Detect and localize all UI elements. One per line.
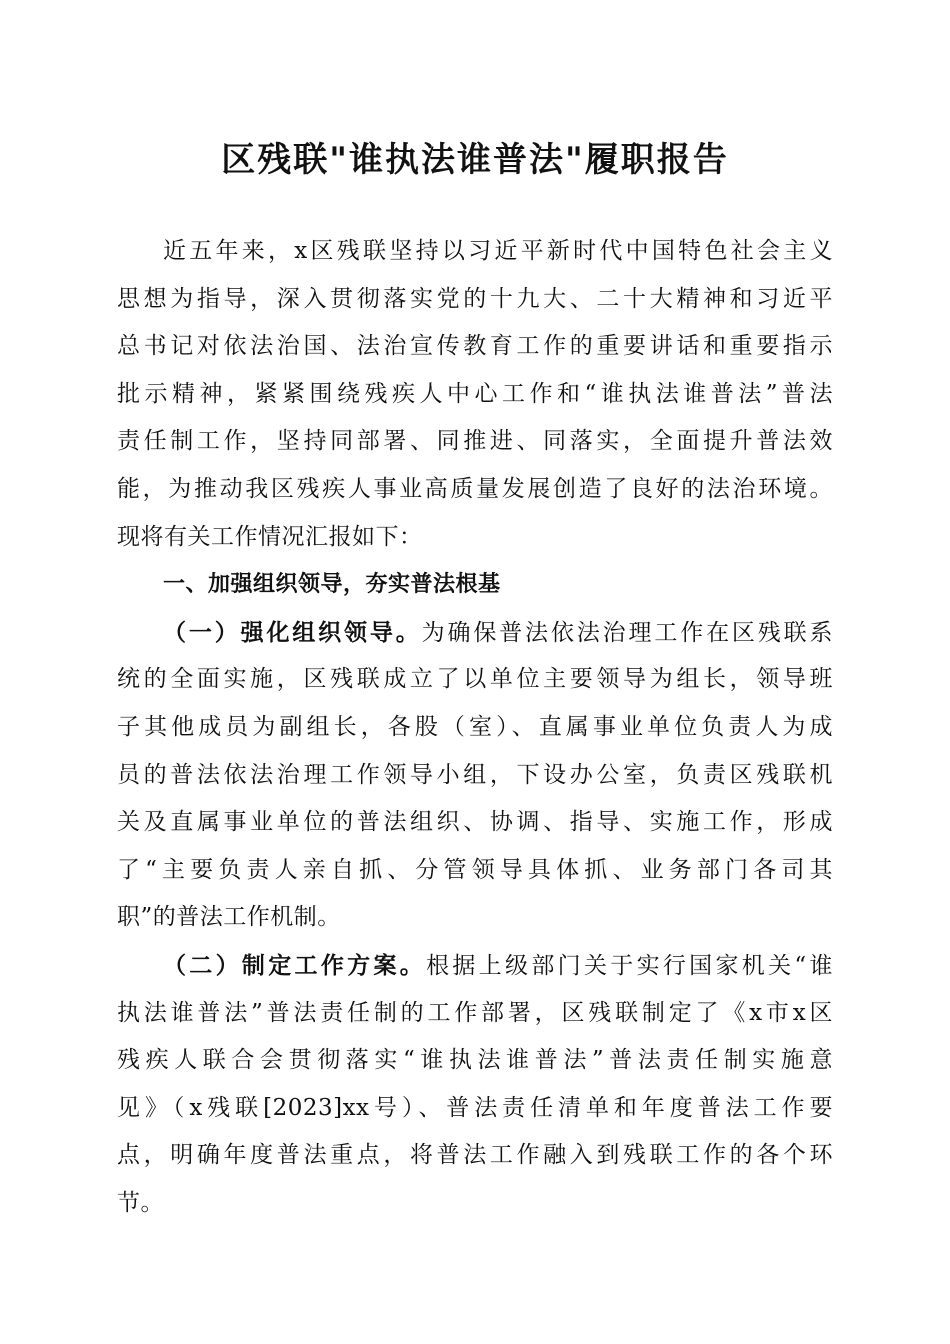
paragraph-line: 执法谁普法”普法责任制的工作部署，区残联制定了《x市x区 (117, 999, 833, 1026)
intro-line: 责任制工作，坚持同部署、同推进、同落实，全面提升普法效 (117, 428, 833, 455)
intro-line: 现将有关工作情况汇报如下： (117, 523, 423, 550)
paragraph-line: 职”的普法工作机制。 (117, 904, 341, 931)
sub-heading: （二）制定工作方案。 (163, 951, 427, 979)
sub-heading: （一）强化组织领导。 (163, 618, 422, 646)
intro-line: 批示精神，紧紧围绕残疾人中心工作和“谁执法谁普法”普法 (117, 380, 833, 407)
paragraph-line: 节。 (117, 1189, 164, 1216)
sub-paragraph-first-line (117, 942, 833, 990)
section-heading: 一、加强组织领导，夯实普法根基 (163, 572, 501, 598)
intro-line: 能，为推动我区残疾人事业高质量发展创造了良好的法治环境。 (117, 475, 833, 502)
paragraph-line: 关及直属事业单位的普法组织、协调、指导、实施工作，形成 (117, 809, 833, 836)
document-title: 区残联"谁执法谁普法"履职报告 (221, 140, 729, 180)
document-body (117, 228, 833, 1227)
paragraph-line: 见》（x残联[2023]xx号）、普法责任清单和年度普法工作要 (117, 1094, 833, 1121)
intro-line: 近五年来，x区残联坚持以习近平新时代中国特色社会主义 (163, 238, 833, 264)
paragraph-line: 子其他成员为副组长，各股（室）、直属事业单位负责人为成 (117, 713, 833, 740)
paragraph-line: 残疾人联合会贯彻落实“谁执法谁普法”普法责任制实施意 (117, 1047, 833, 1074)
paragraph-line: 员的普法依法治理工作领导小组，下设办公室，负责区残联机 (117, 761, 833, 788)
paragraph-line: 点，明确年度普法重点，将普法工作融入到残联工作的各个环 (117, 1142, 833, 1169)
intro-line: 总书记对依法治国、法治宣传教育工作的重要讲话和重要指示 (117, 333, 833, 360)
intro-line: 思想为指导，深入贯彻落实党的十九大、二十大精神和习近平 (117, 285, 833, 312)
paragraph-line: 统的全面实施，区残联成立了以单位主要领导为组长，领导班 (117, 666, 833, 693)
sub-paragraph-text: 为确保普法依法治理工作在区残联系 (421, 619, 834, 646)
paragraph-line: 了“主要负责人亲自抓、分管领导具体抓、业务部门各司其 (117, 856, 833, 883)
sub-paragraph-first-line (117, 609, 833, 657)
sub-paragraph-text: 根据上级部门关于实行国家机关“谁 (426, 952, 833, 979)
